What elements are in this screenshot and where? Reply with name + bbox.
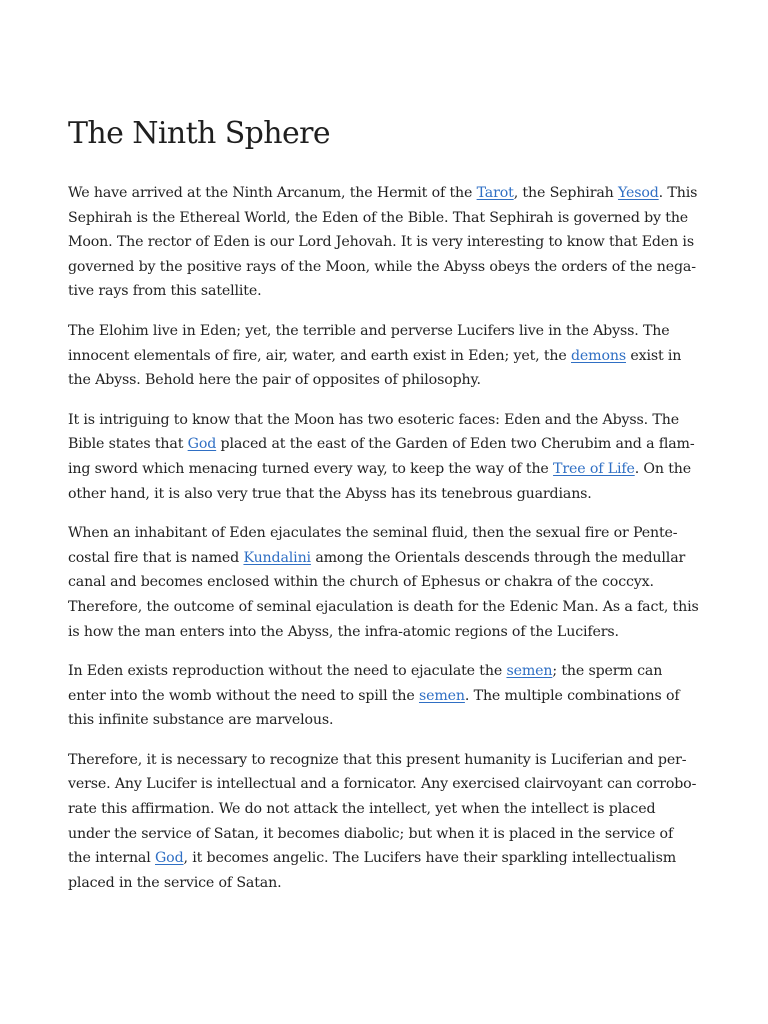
paragraph-text: exist in the Abyss. Behold here the pair of opposites of philosophy. xyxy=(68,347,682,389)
inline-link[interactable]: semen xyxy=(418,687,465,704)
inline-link[interactable]: Kundalini xyxy=(243,549,311,566)
paragraph-text: Therefore, it is necessary to recognize that this present humanity is Luciferian and perverse. Any Lucifer is intellectual and a fornicator. Any exercised clairvoyant can corroborate this affirmation. We do not attack the intellect, yet when the intellect is placed under the service of Satan, it becomes diabolic; but when it is placed in the service of the internal xyxy=(68,751,697,867)
paragraph-text: . This Sephirah is the Ethereal World, the Eden of the Bible. That Sephirah is governed by the Moon. The rector of Eden is our Lord Jehovah. It is very interesting to know that Eden is governed by the positive rays of the Moon, while the Abyss obeys the orders of the negative rays from this satellite. xyxy=(68,185,698,300)
article xyxy=(68,112,700,910)
paragraph-text: , it becomes angelic. The Lucifers have their sparkling intellectualism placed in the service of Satan. xyxy=(68,850,677,891)
page-title: The Ninth Sphere xyxy=(68,116,331,151)
paragraph-text: When an inhabitant of Eden ejaculates the seminal fluid, then the sexual fire or Pentecostal fire that is named xyxy=(68,525,678,566)
inline-link[interactable]: God xyxy=(187,436,217,453)
paragraph xyxy=(68,748,700,896)
paragraph xyxy=(68,181,700,304)
paragraph xyxy=(68,408,700,506)
paragraph-text: among the Orientals descends through the medullar canal and becomes enclosed within the church of Ephesus or chakra of the coccyx. Therefore, the outcome of seminal ejaculation is death for the Edenic Man. As a fact, this is how the man enters into the Abyss, the infra-atomic regions of the Lucifers. xyxy=(68,549,699,640)
paragraph-text: placed at the east of the Garden of Eden two Cherubim and a flaming sword which menacing turned every way, to keep the way of the xyxy=(68,436,695,477)
article-body xyxy=(68,181,700,895)
paragraph-text: , the Sephirah xyxy=(513,185,618,201)
paragraph-text: . The multiple combinations of this infinite substance are marvelous. xyxy=(68,687,680,729)
paragraph xyxy=(68,319,700,393)
paragraph-text: . On the other hand, it is also very true that the Abyss has its tenebrous guardians. xyxy=(68,460,692,502)
paragraph-text: In Eden exists reproduction without the need to ejaculate the xyxy=(68,663,507,680)
inline-link[interactable]: Tarot xyxy=(476,185,514,201)
paragraph-text: The Elohim live in Eden; yet, the terrible and perverse Lucifers live in the Abyss. The innocent elementals of fire, air, water, and earth exist in Eden; yet, the xyxy=(68,322,670,364)
paragraph-text: ; the sperm can enter into the womb without the need to spill the xyxy=(68,663,663,704)
paragraph-text: It is intriguing to know that the Moon has two esoteric faces: Eden and the Abyss. The Bible states that xyxy=(68,411,679,453)
inline-link[interactable]: semen xyxy=(506,663,553,680)
paragraph xyxy=(68,659,700,733)
inline-link[interactable]: demons xyxy=(571,347,626,364)
inline-link[interactable]: Yesod xyxy=(617,185,659,201)
inline-link[interactable]: Tree of Life xyxy=(553,460,635,477)
paragraph xyxy=(68,521,700,644)
paragraph-text: We have arrived at the Ninth Arcanum, the Hermit of the xyxy=(68,185,477,201)
inline-link[interactable]: God xyxy=(155,850,184,867)
